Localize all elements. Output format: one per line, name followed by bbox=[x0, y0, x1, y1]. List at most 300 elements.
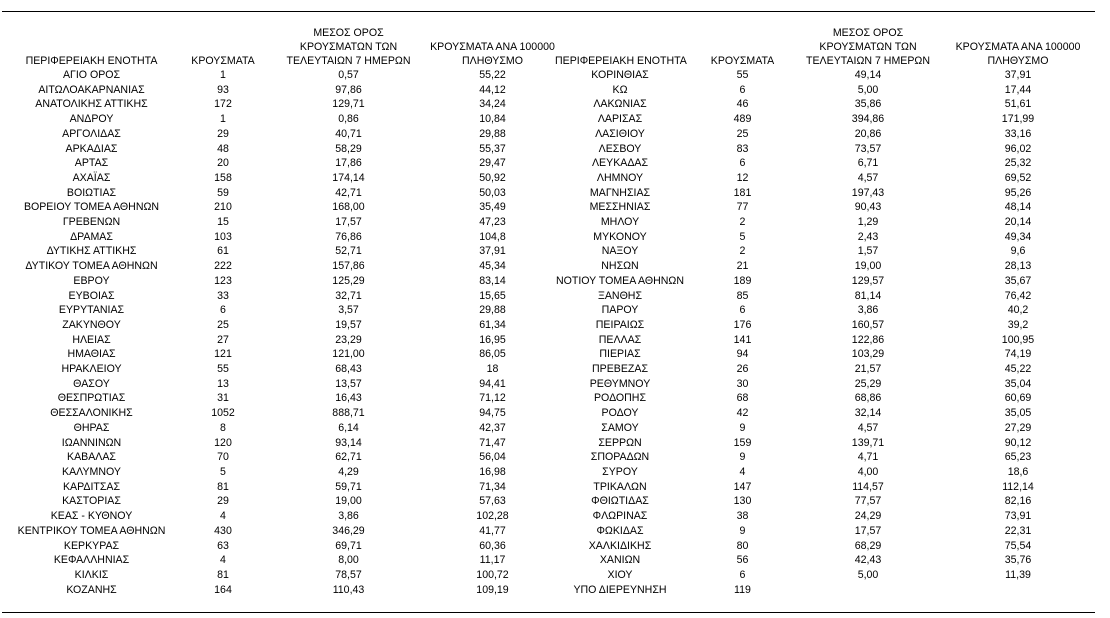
table-row bbox=[4, 509, 1100, 524]
left-cases-count: 15 bbox=[217, 216, 229, 229]
left-region-name: ΑΙΤΩΛΟΑΚΑΡΝΑΝΙΑΣ bbox=[38, 83, 145, 96]
left-region-name: ΕΥΡΥΤΑΝΙΑΣ bbox=[58, 304, 125, 317]
right-cases-count: 6 bbox=[739, 83, 746, 96]
left-per-100k: 37,91 bbox=[479, 245, 506, 258]
left-cases-count: 103 bbox=[214, 230, 232, 243]
table-row bbox=[4, 377, 1100, 392]
left-per-100k: 29,88 bbox=[479, 127, 506, 140]
right-region-name: ΛΕΥΚΑΔΑΣ bbox=[591, 157, 649, 170]
left-avg-7-days: 6,14 bbox=[338, 421, 359, 434]
left-avg-7-days: 76,86 bbox=[335, 230, 362, 243]
table-row bbox=[4, 97, 1100, 112]
right-cases-count: 189 bbox=[733, 274, 752, 287]
right-avg-7-days: 32,14 bbox=[854, 407, 882, 420]
table-row bbox=[4, 391, 1100, 406]
right-avg-7-days bbox=[800, 583, 936, 598]
left-avg-7-days: 68,43 bbox=[335, 363, 362, 376]
table-row bbox=[4, 68, 1100, 83]
right-cases-count: 83 bbox=[736, 142, 749, 155]
right-avg-7-days: 5,00 bbox=[857, 568, 879, 581]
left-cases-count: 5 bbox=[220, 465, 226, 478]
right-per-100k bbox=[936, 583, 1100, 598]
table-header bbox=[4, 26, 1100, 68]
table-row bbox=[4, 215, 1100, 230]
table-row bbox=[4, 524, 1100, 539]
right-avg-7-days: 49,14 bbox=[854, 69, 882, 81]
left-region-name: ΘΑΣΟΥ bbox=[73, 377, 110, 390]
left-per-100k: 71,12 bbox=[479, 392, 506, 405]
right-region-name: ΧΑΝΙΩΝ bbox=[599, 554, 641, 567]
table-row bbox=[4, 127, 1100, 142]
right-cases-count: 5 bbox=[739, 230, 746, 243]
right-per-100k: 37,91 bbox=[1004, 69, 1032, 81]
left-avg-7-days: 97,86 bbox=[335, 83, 362, 96]
left-region-name: ΚΕΦΑΛΛΗΝΙΑΣ bbox=[53, 554, 130, 567]
left-cases-count: 29 bbox=[217, 127, 229, 140]
right-avg-7-days: 197,43 bbox=[851, 186, 885, 199]
left-per-100k: 35,49 bbox=[479, 201, 506, 214]
right-per-100k: 22,31 bbox=[1004, 524, 1032, 537]
left-cases-count: 81 bbox=[217, 568, 229, 581]
right-cases-count: 77 bbox=[736, 201, 749, 214]
right-region-name: ΦΛΩΡΙΝΑΣ bbox=[592, 510, 648, 523]
table-row bbox=[4, 465, 1100, 480]
left-cases-count: 61 bbox=[217, 245, 229, 258]
right-cases-count: 38 bbox=[736, 510, 749, 523]
right-cases-count: 181 bbox=[733, 186, 752, 199]
header-per100k-line-1: ΚΡΟΥΣΜΑΤΑ ΑΝΑ 100000 bbox=[955, 41, 1081, 53]
right-avg-7-days: 81,14 bbox=[854, 289, 882, 302]
table-row bbox=[4, 494, 1100, 509]
left-avg-7-days: 888,71 bbox=[332, 407, 365, 420]
table-row bbox=[4, 289, 1100, 304]
right-cases-count: 176 bbox=[733, 318, 752, 331]
left-cases-count: 6 bbox=[220, 304, 226, 317]
table-row bbox=[4, 156, 1100, 171]
right-cases-count: 42 bbox=[736, 407, 749, 420]
left-avg-7-days: 168,00 bbox=[332, 201, 365, 214]
right-cases-count: 12 bbox=[736, 171, 749, 184]
right-per-100k: 35,76 bbox=[1004, 554, 1032, 567]
left-cases-count: 25 bbox=[217, 318, 229, 331]
left-per-100k: 94,75 bbox=[479, 407, 506, 420]
right-region-name: ΛΗΜΝΟΥ bbox=[596, 171, 644, 184]
header-avg-line-1: ΜΕΣΟΣ ΟΡΟΣ bbox=[832, 27, 904, 39]
right-avg-7-days: 139,71 bbox=[851, 436, 885, 449]
left-avg-7-days: 32,71 bbox=[335, 289, 362, 302]
table-row bbox=[4, 171, 1100, 186]
table-row bbox=[4, 318, 1100, 333]
right-per-100k: 40,2 bbox=[1007, 304, 1029, 317]
left-per-100k: 55,37 bbox=[479, 142, 506, 155]
right-per-100k: 39,2 bbox=[1007, 318, 1029, 331]
left-cases-count: 70 bbox=[217, 451, 229, 464]
left-region-name: ΑΝΑΤΟΛΙΚΗΣ ΑΤΤΙΚΗΣ bbox=[35, 98, 148, 111]
right-per-100k: 48,14 bbox=[1004, 201, 1032, 214]
left-cases-count: 120 bbox=[214, 436, 232, 449]
left-cases-count: 20 bbox=[217, 157, 229, 170]
right-region-name: ΡΕΘΥΜΝΟΥ bbox=[589, 377, 651, 390]
left-per-100k: 94,41 bbox=[479, 377, 506, 390]
right-per-100k: 112,14 bbox=[1002, 480, 1034, 493]
left-cases-count: 48 bbox=[217, 142, 229, 155]
left-avg-7-days: 16,43 bbox=[335, 392, 362, 405]
right-avg-7-days: 77,57 bbox=[854, 495, 882, 508]
right-cases-count: 6 bbox=[739, 568, 746, 581]
left-per-100k: 104,8 bbox=[479, 230, 506, 243]
left-avg-7-days: 78,57 bbox=[335, 568, 362, 581]
header-per100k-line-2: ΠΛΗΘΥΣΜΟ bbox=[462, 55, 523, 67]
right-per-100k: 33,16 bbox=[1004, 127, 1032, 140]
left-per-100k: 83,14 bbox=[479, 274, 506, 287]
left-per-100k: 16,95 bbox=[479, 333, 506, 346]
right-cases-count: 80 bbox=[736, 539, 749, 552]
left-region-name: ΚΟΖΑΝΗΣ bbox=[66, 583, 117, 596]
right-region-name: ΛΑΡΙΣΑΣ bbox=[597, 113, 643, 126]
left-per-100k: 29,47 bbox=[479, 157, 506, 170]
right-per-100k: 60,69 bbox=[1004, 392, 1032, 405]
table-row bbox=[4, 583, 1100, 598]
left-region-name: ΑΡΚΑΔΙΑΣ bbox=[65, 142, 118, 155]
right-region-name: ΤΡΙΚΑΛΩΝ bbox=[593, 480, 647, 493]
left-per-100k: 18 bbox=[486, 363, 499, 376]
left-per-100k: 11,17 bbox=[479, 554, 506, 567]
left-region-name: ΕΒΡΟΥ bbox=[73, 274, 110, 287]
left-per-100k: 45,34 bbox=[479, 260, 506, 273]
left-cases-count: 158 bbox=[214, 171, 232, 184]
left-region-name: ΑΡΤΑΣ bbox=[74, 157, 109, 170]
right-region-name: ΜΑΓΝΗΣΙΑΣ bbox=[589, 186, 651, 199]
right-avg-7-days: 4,71 bbox=[857, 451, 879, 464]
right-avg-7-days: 17,57 bbox=[854, 524, 882, 537]
table-row bbox=[4, 362, 1100, 377]
left-per-100k: 34,24 bbox=[479, 98, 506, 111]
right-avg-7-days: 68,29 bbox=[854, 539, 882, 552]
left-region-name: ΕΥΒΟΙΑΣ bbox=[68, 289, 115, 302]
right-region-name: ΦΘΙΩΤΙΔΑΣ bbox=[591, 495, 649, 508]
left-cases-count: 27 bbox=[217, 333, 229, 346]
left-cases-count: 33 bbox=[217, 289, 229, 302]
right-per-100k: 35,04 bbox=[1004, 377, 1032, 390]
right-region-name: ΦΩΚΙΔΑΣ bbox=[596, 524, 644, 537]
left-cases-count: 59 bbox=[217, 186, 229, 199]
left-avg-7-days: 17,86 bbox=[335, 157, 362, 170]
left-avg-7-days: 3,57 bbox=[338, 304, 359, 317]
right-cases-count: 26 bbox=[736, 363, 749, 376]
right-region-name: ΞΑΝΘΗΣ bbox=[597, 289, 643, 302]
right-per-100k: 74,19 bbox=[1004, 348, 1032, 361]
right-cases-count: 6 bbox=[739, 157, 746, 170]
left-region-name: ΔΡΑΜΑΣ bbox=[70, 230, 113, 243]
left-region-name: ΒΟΡΕΙΟΥ ΤΟΜΕΑ ΑΘΗΝΩΝ bbox=[23, 201, 160, 214]
left-cases-count: 81 bbox=[217, 480, 229, 493]
header-per100k-line-1: ΚΡΟΥΣΜΑΤΑ ΑΝΑ 100000 bbox=[430, 41, 555, 53]
left-region-name: ΚΑΡΔΙΤΣΑΣ bbox=[62, 480, 121, 493]
table-row bbox=[4, 568, 1100, 583]
right-per-100k: 73,91 bbox=[1004, 510, 1032, 523]
right-cases-count: 9 bbox=[739, 524, 746, 537]
table-row bbox=[4, 347, 1100, 362]
left-cases-count: 164 bbox=[214, 583, 232, 596]
right-region-name: ΣΕΡΡΩΝ bbox=[598, 436, 642, 449]
right-region-name: ΛΑΚΩΝΙΑΣ bbox=[593, 98, 647, 111]
left-per-100k: 16,98 bbox=[479, 465, 506, 478]
left-avg-7-days: 121,00 bbox=[332, 348, 365, 361]
left-avg-7-days: 8,00 bbox=[338, 554, 359, 567]
left-cases-count: 123 bbox=[214, 274, 232, 287]
right-avg-7-days: 5,00 bbox=[857, 83, 879, 96]
table-row bbox=[4, 421, 1100, 436]
right-region-name: ΝΟΤΙΟΥ ΤΟΜΕΑ ΑΘΗΝΩΝ bbox=[555, 274, 685, 287]
left-per-100k: 55,22 bbox=[479, 69, 506, 81]
right-avg-7-days: 24,29 bbox=[854, 510, 882, 523]
header-avg-line-2: ΚΡΟΥΣΜΑΤΩΝ ΤΩΝ bbox=[299, 41, 398, 53]
left-avg-7-days: 129,71 bbox=[332, 98, 365, 111]
top-rule bbox=[2, 11, 1095, 12]
left-avg-7-days: 42,71 bbox=[335, 186, 362, 199]
right-avg-7-days: 103,29 bbox=[851, 348, 885, 361]
right-region-name: ΠΕΙΡΑΙΩΣ bbox=[595, 318, 645, 331]
header-avg-7-days bbox=[267, 26, 430, 68]
right-cases-count: 21 bbox=[736, 260, 749, 273]
left-per-100k: 100,72 bbox=[476, 568, 509, 581]
right-avg-7-days: 4,57 bbox=[857, 171, 879, 184]
right-per-100k: 75,54 bbox=[1004, 539, 1032, 552]
left-avg-7-days: 40,71 bbox=[335, 127, 362, 140]
right-avg-7-days: 1,57 bbox=[857, 245, 879, 258]
left-region-name: ΖΑΚΥΝΘΟΥ bbox=[62, 318, 121, 331]
left-region-name: ΚΕΡΚΥΡΑΣ bbox=[63, 539, 120, 552]
right-cases-count: 94 bbox=[736, 348, 749, 361]
right-cases-count: 2 bbox=[739, 216, 746, 229]
right-avg-7-days: 4,00 bbox=[857, 465, 879, 478]
left-avg-7-days: 157,86 bbox=[332, 260, 365, 273]
table-row bbox=[4, 333, 1100, 348]
table-row bbox=[4, 244, 1100, 259]
right-cases-count: 9 bbox=[739, 451, 746, 464]
right-per-100k: 171,99 bbox=[1001, 113, 1035, 126]
left-per-100k: 71,47 bbox=[479, 436, 506, 449]
table-row bbox=[4, 186, 1100, 201]
right-per-100k: 82,16 bbox=[1004, 495, 1032, 508]
right-avg-7-days: 114,57 bbox=[852, 480, 884, 493]
right-region-name: ΚΩ bbox=[612, 83, 628, 96]
left-per-100k: 57,63 bbox=[479, 495, 506, 508]
left-per-100k: 56,04 bbox=[479, 451, 506, 464]
left-avg-7-days: 59,71 bbox=[335, 480, 362, 493]
left-region-name: ΚΑΒΑΛΑΣ bbox=[67, 451, 116, 464]
right-cases-count: 9 bbox=[739, 421, 746, 434]
table-body bbox=[4, 68, 1100, 597]
right-cases-count: 46 bbox=[736, 98, 749, 111]
left-cases-count: 29 bbox=[217, 495, 229, 508]
right-region-name: ΧΑΛΚΙΔΙΚΗΣ bbox=[588, 539, 652, 552]
left-region-name: ΚΙΛΚΙΣ bbox=[74, 568, 109, 581]
right-avg-7-days: 73,57 bbox=[854, 142, 882, 155]
right-cases-count: 489 bbox=[733, 113, 752, 126]
table-row bbox=[4, 303, 1100, 318]
left-avg-7-days: 13,57 bbox=[335, 377, 362, 390]
right-cases-count: 25 bbox=[736, 127, 749, 140]
right-per-100k: 35,67 bbox=[1004, 274, 1032, 287]
left-region-name: ΒΟΙΩΤΙΑΣ bbox=[66, 186, 117, 199]
left-cases-count: 1 bbox=[220, 113, 226, 126]
table-row bbox=[4, 200, 1100, 215]
right-per-100k: 96,02 bbox=[1004, 142, 1032, 155]
left-region-name: ΚΑΣΤΟΡΙΑΣ bbox=[62, 495, 121, 508]
right-region-name: ΠΡΕΒΕΖΑΣ bbox=[592, 363, 648, 376]
right-avg-7-days: 21,57 bbox=[854, 363, 882, 376]
left-cases-count: 4 bbox=[220, 554, 226, 567]
left-region-name: ΔΥΤΙΚΗΣ ΑΤΤΙΚΗΣ bbox=[46, 245, 137, 258]
left-per-100k: 50,03 bbox=[479, 186, 506, 199]
left-per-100k: 42,37 bbox=[479, 421, 506, 434]
header-per100k-line-2: ΠΛΗΘΥΣΜΟ bbox=[987, 55, 1049, 67]
right-per-100k: 9,6 bbox=[1010, 245, 1026, 258]
right-avg-7-days: 394,86 bbox=[851, 113, 885, 126]
right-cases-count: 130 bbox=[733, 495, 752, 508]
right-avg-7-days: 6,71 bbox=[857, 157, 879, 170]
right-per-100k: 69,52 bbox=[1004, 171, 1032, 184]
left-region-name: ΑΡΓΟΛΙΔΑΣ bbox=[62, 127, 121, 140]
right-avg-7-days: 160,57 bbox=[851, 318, 885, 331]
right-region-name: ΚΟΡΙΝΘΙΑΣ bbox=[591, 69, 649, 81]
left-per-100k: 47,23 bbox=[479, 216, 506, 229]
right-cases-count: 4 bbox=[739, 465, 746, 478]
right-cases-count: 141 bbox=[733, 333, 752, 346]
header-cases: ΚΡΟΥΣΜΑΤΑ bbox=[191, 55, 255, 67]
left-per-100k: 15,65 bbox=[479, 289, 506, 302]
left-region-name: ΚΕΝΤΡΙΚΟΥ ΤΟΜΕΑ ΑΘΗΝΩΝ bbox=[17, 524, 166, 537]
right-region-name: ΠΑΡΟΥ bbox=[601, 304, 639, 317]
right-per-100k: 90,12 bbox=[1004, 436, 1032, 449]
right-cases-count: 56 bbox=[736, 554, 749, 567]
table-row bbox=[4, 450, 1100, 465]
right-per-100k: 20,14 bbox=[1004, 216, 1032, 229]
table-row bbox=[4, 83, 1100, 98]
right-region-name: ΧΙΟΥ bbox=[607, 568, 633, 581]
header-avg-line-3: ΤΕΛΕΥΤΑΙΩΝ 7 ΗΜΕΡΩΝ bbox=[806, 55, 930, 67]
left-per-100k: 60,36 bbox=[479, 539, 506, 552]
right-cases-count: 85 bbox=[736, 289, 749, 302]
right-avg-7-days: 20,86 bbox=[854, 127, 882, 140]
right-per-100k: 35,05 bbox=[1004, 407, 1032, 420]
left-cases-count: 63 bbox=[217, 539, 229, 552]
table-row bbox=[4, 230, 1100, 245]
left-region-name: ΓΡΕΒΕΝΩΝ bbox=[62, 216, 121, 229]
left-region-name: ΙΩΑΝΝΙΝΩΝ bbox=[61, 436, 122, 449]
left-avg-7-days: 174,14 bbox=[332, 171, 365, 184]
header-avg-line-3: ΤΕΛΕΥΤΑΙΩΝ 7 ΗΜΕΡΩΝ bbox=[286, 55, 411, 67]
right-region-name: ΣΠΟΡΑΔΩΝ bbox=[590, 451, 650, 464]
left-cases-count: 210 bbox=[214, 201, 232, 214]
right-region-name: ΝΑΞΟΥ bbox=[601, 245, 639, 258]
header-cases-right: ΚΡΟΥΣΜΑΤΑ bbox=[710, 55, 775, 67]
left-cases-count: 222 bbox=[214, 260, 232, 273]
left-cases-count: 93 bbox=[217, 83, 229, 96]
table-row bbox=[4, 112, 1100, 127]
right-cases-count: 147 bbox=[733, 480, 752, 493]
left-avg-7-days: 19,00 bbox=[335, 495, 362, 508]
left-per-100k: 61,34 bbox=[479, 318, 506, 331]
left-cases-count: 55 bbox=[217, 363, 229, 376]
right-avg-7-days: 25,29 bbox=[854, 377, 882, 390]
left-per-100k: 86,05 bbox=[479, 348, 506, 361]
left-avg-7-days: 69,71 bbox=[335, 539, 362, 552]
right-region-name: ΠΕΛΛΑΣ bbox=[598, 333, 642, 346]
left-avg-7-days: 58,29 bbox=[335, 142, 362, 155]
right-avg-7-days: 68,86 bbox=[854, 392, 882, 405]
right-cases-count: 159 bbox=[733, 436, 752, 449]
table-row bbox=[4, 436, 1100, 451]
right-region-name: ΛΕΣΒΟΥ bbox=[598, 142, 642, 155]
left-cases-count: 31 bbox=[217, 392, 229, 405]
right-region-name: ΛΑΣΙΘΙΟΥ bbox=[595, 127, 645, 140]
bottom-rule bbox=[2, 612, 1095, 613]
right-per-100k: 51,61 bbox=[1004, 98, 1032, 111]
cases-table bbox=[4, 26, 1100, 597]
left-cases-count: 8 bbox=[220, 421, 226, 434]
left-per-100k: 29,88 bbox=[479, 304, 506, 317]
left-per-100k: 50,92 bbox=[479, 171, 506, 184]
right-per-100k: 18,6 bbox=[1007, 465, 1029, 478]
left-region-name: ΔΥΤΙΚΟΥ ΤΟΜΕΑ ΑΘΗΝΩΝ bbox=[25, 260, 158, 273]
header-avg-line-1: ΜΕΣΟΣ ΟΡΟΣ bbox=[313, 27, 384, 39]
right-avg-7-days: 19,00 bbox=[854, 260, 882, 273]
header-region-right: ΠΕΡΙΦΕΡΕΙΑΚΗ ΕΝΟΤΗΤΑ bbox=[555, 55, 687, 67]
left-avg-7-days: 110,43 bbox=[332, 583, 365, 596]
left-cases-count: 172 bbox=[214, 98, 232, 111]
left-avg-7-days: 0,57 bbox=[338, 69, 359, 81]
left-avg-7-days: 125,29 bbox=[332, 274, 365, 287]
right-region-name: ΜΥΚΟΝΟΥ bbox=[593, 230, 647, 243]
right-per-100k: 65,23 bbox=[1004, 451, 1032, 464]
right-avg-7-days: 1,29 bbox=[857, 216, 879, 229]
right-per-100k: 45,22 bbox=[1004, 363, 1032, 376]
table-row bbox=[4, 480, 1100, 495]
header-avg-7-days-right bbox=[800, 26, 936, 68]
header-avg-line-2: ΚΡΟΥΣΜΑΤΩΝ ΤΩΝ bbox=[819, 41, 917, 53]
left-cases-count: 121 bbox=[214, 348, 232, 361]
left-per-100k: 41,77 bbox=[479, 524, 506, 537]
table-row bbox=[4, 274, 1100, 289]
right-avg-7-days: 2,43 bbox=[857, 230, 879, 243]
left-per-100k: 10,84 bbox=[479, 113, 506, 126]
left-per-100k: 71,34 bbox=[479, 480, 506, 493]
left-region-name: ΑΓΙΟ ΟΡΟΣ bbox=[62, 69, 121, 81]
left-cases-count: 1 bbox=[220, 69, 226, 81]
table-row bbox=[4, 553, 1100, 568]
right-cases-count: 55 bbox=[736, 69, 749, 81]
right-per-100k: 28,13 bbox=[1004, 260, 1032, 273]
right-avg-7-days: 3,86 bbox=[857, 304, 879, 317]
left-avg-7-days: 0,86 bbox=[338, 113, 359, 126]
left-avg-7-days: 93,14 bbox=[335, 436, 362, 449]
left-avg-7-days: 52,71 bbox=[335, 245, 362, 258]
left-region-name: ΗΜΑΘΙΑΣ bbox=[67, 348, 116, 361]
left-region-name: ΘΕΣΣΑΛΟΝΙΚΗΣ bbox=[50, 407, 133, 420]
left-region-name: ΗΡΑΚΛΕΙΟΥ bbox=[61, 363, 122, 376]
table-row bbox=[4, 539, 1100, 554]
right-per-100k: 95,26 bbox=[1004, 186, 1032, 199]
right-avg-7-days: 122,86 bbox=[851, 333, 885, 346]
right-avg-7-days: 35,86 bbox=[854, 98, 882, 111]
right-region-name: ΥΠΟ ΔΙΕΡΕΥΝΗΣΗ bbox=[573, 583, 667, 596]
left-region-name: ΑΧΑΪΑΣ bbox=[72, 171, 111, 184]
left-cases-count: 1052 bbox=[211, 407, 235, 420]
left-per-100k: 102,28 bbox=[476, 510, 509, 523]
right-cases-count: 68 bbox=[736, 392, 749, 405]
